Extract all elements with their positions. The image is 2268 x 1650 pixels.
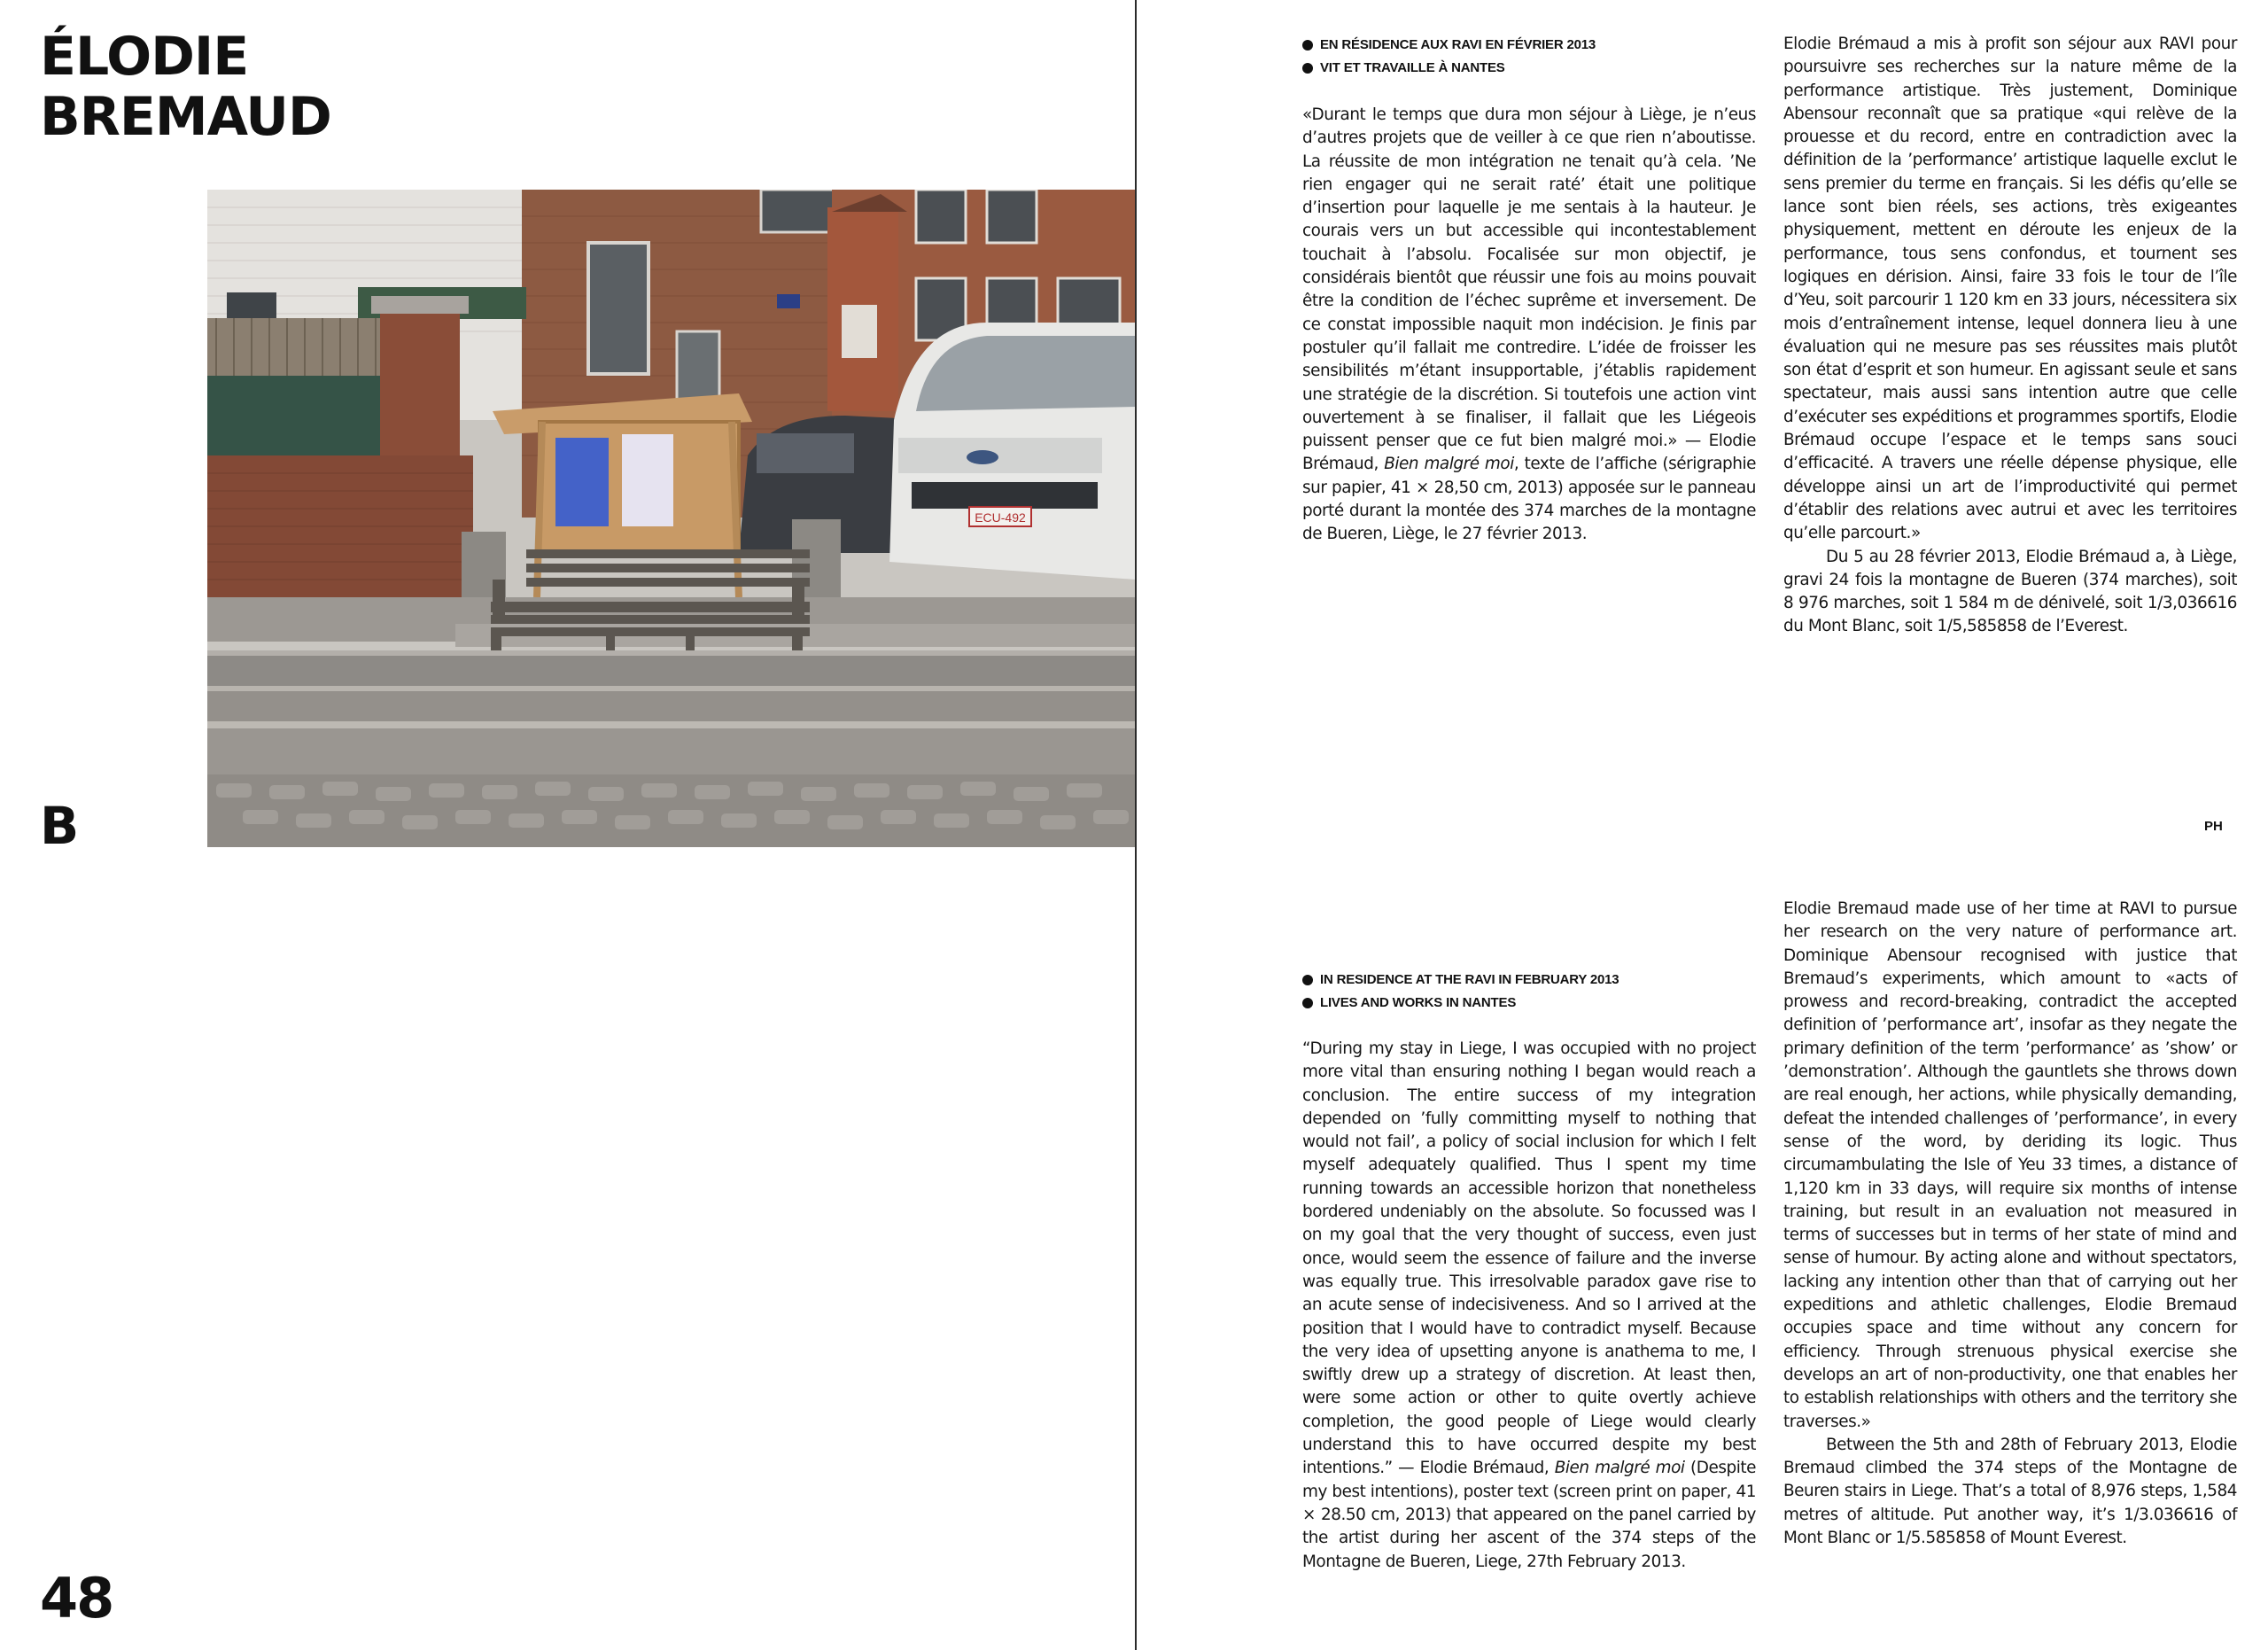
english-essay-paragraph-1: Elodie Bremaud made use of her time at RAVI to pursue her research on the very nature of performance art. Dominique Abensour recognised with justice that Bremaud’s experiments, which amount to «acts of prowess and record-breaking, contradict the accepted definition of ’performance art’, insofar as they negate the primary definition of the term ’performance’ as ’show’ or ’demonstration’. Although the gauntlets she throws down are real enough, her actions, while physically demanding, defeat the intended challenges of ’performance’, in every sense of the word, by deriding its logic. Thus circumambulating the Isle of Yeu 33 times, a distance of 1,120 km in 33 days, will require six months of intense training, but result in an evaluation not measured in terms of successes but in terms of her state of mind and sense of humour. By acting alone and without spectators, lacking any intention other than that of carrying out her expeditions and athletic challenges, Elodie Bremaud occupies space and time without any concern for efficiency. Through strenuous physical exercise she develops an art of non-productivity, one that enables her to establish relationships with others and the territory she traverses.» — [1783, 899, 2237, 1431]
english-meta-lives: LIVES AND WORKS IN NANTES — [1302, 992, 1763, 1015]
page-number: 48 — [40, 1566, 113, 1631]
french-essay-paragraph-2: Du 5 au 28 février 2013, Elodie Brémaud a, à Liège, gravi 24 fois la montagne de Bueren (374 marches), soit 8 976 marches, soit 1 584 m de dénivelé, soit 1/3,036616 du Mont Blanc, soit 1/5,585858 de l’Everest. — [1783, 547, 2237, 636]
french-quote-text: «Durant le temps que dura mon séjour à Liège, je n’eus d’autres projets que de veiller à ce que rien n’aboutisse. La réussite de mon intégration ne tenait qu’à cela. ’Ne rien engager qui ne serait raté’ était une politique d’insertion pour laquelle je me sentais à la hauteur. Je courais vers un but accessible qui incontestablement touchait à l’absolu. Focalisée sur mon objectif, je considérais bientôt que réussir une fois au moins pouvait être la condition de l’échec suprême et inversement. De ce constat impossible naquit mon indécision. Je finis par postuler qu’il fallait me contredire. L’idée de froisser les sensibilités m’étant insupportable, j’établis rapidement une stratégie de la discrétion. Si toutefois une action vint ouvertement à se finaliser, il fallait que les Liégeois puissent penser que ce fut bien malgré moi.» — Elodie Brémaud, — [1302, 105, 1756, 474]
french-quote — [1302, 104, 1756, 547]
page-gutter-divider — [1135, 0, 1137, 1650]
artist-last-name: BREMAUD — [40, 86, 331, 148]
english-quote-text: “During my stay in Liege, I was occupied with no project more vital than ensuring nothing I began would reach a conclusion. The entire success of my integration depended on ’fully committing myself to nothing that would not fail’, a policy of social inclusion for which I felt myself adequately qualified. Thus I spent my time running towards an accessible horizon that nonetheless bordered undeniably on the absolute. So focussed was I on my goal that the very thought of success, even just once, would seem the essence of failure and the inverse was equally true. This irresolvable paradox gave rise to an acute sense of indecisiveness. And so I arrived at the position that I would have to contradict myself. Because the very idea of upsetting anyone is anathema to me, I swiftly drew up a strategy of discretion. At least then, were some action or other to quite overtly achieve completion, the good people of Liege would clearly understand this to have occurred despite my best intentions.” — Elodie Brémaud, — [1302, 1039, 1756, 1478]
english-quote-column — [1302, 1038, 1756, 1574]
artist-name-heading — [40, 27, 331, 147]
english-essay-paragraph-2: Between the 5th and 28th of February 2013, Elodie Bremaud climbed the 374 steps of the Montagne de Beuren stairs in Liege. That’s a total of 8,976 steps, 1,584 metres of altitude. Put another way, it’s 1/3.036616 of Mont Blanc or 1/5.585858 of Mount Everest. — [1783, 1435, 2237, 1548]
artwork-photo — [207, 190, 1136, 847]
section-letter: B — [40, 796, 80, 856]
french-quote-caption: , texte de l’affiche (sérigraphie sur papier, 41 × 28,50 cm, 2013) apposée sur le panneau porté durant la montée des 374 marches de la montagne de Bueren, Liège, le 27 février 2013. — [1302, 455, 1756, 544]
french-essay-column — [1783, 33, 2237, 639]
artist-first-name: ÉLODIE — [40, 26, 249, 88]
english-essay-column — [1783, 898, 2237, 1550]
french-meta-list — [1302, 34, 1763, 80]
french-quote-column — [1302, 104, 1756, 547]
french-quote-title: Bien malgré moi — [1384, 455, 1514, 474]
french-meta-residence: EN RÉSIDENCE AUX RAVI EN FÉVRIER 2013 — [1302, 34, 1763, 57]
french-essay-paragraph-1: Elodie Brémaud a mis à profit son séjour aux RAVI pour poursuivre ses recherches sur la nature même de la performance artistique. Très justement, Dominique Abensour reconnaît que sa pratique «qui relève de la prouesse et du record, entre en contradiction avec la définition de la ’performance’ artistique laquelle exclut le sens premier du terme en français. Si les défis qu’elle se lance sont bien réels, ses actions, très exigeantes physiquement, mettent en déroute les enjeux de la performance, tous sens confondus, et tournent ses logiques en dérision. Ainsi, faire 33 fois le tour de l’île d’Yeu, soit parcourir 1 120 km en 33 jours, nécessitera six mois d’entraînement intense, lequel donnera lieu à une évaluation qui ne mesure pas ses réussites mais plutôt son état d’esprit et son humeur. En agissant seule et sans spectateur, mais aussi sans intention autre que celle d’exécuter ses expéditions et programmes sportifs, Elodie Brémaud occupe l’espace et le temps sans souci d’efficacité. A travers une réelle dépense physique, elle développe ainsi un art de l’improductivité qui permet d’établir des relations avec autrui et avec les territoires qu’elle parcourt.» — [1783, 35, 2237, 543]
english-meta-list — [1302, 969, 1763, 1015]
van-license-plate: ECU-492 — [975, 510, 1026, 525]
english-quote-caption: (Despite my best intentions), poster text (screen print on paper, 41 × 28.50 cm, 2013) that appeared on the panel carried by the artist during her ascent of the 374 steps of the Montagne de Bueren, Liege, 27th February 2013. — [1302, 1459, 1756, 1571]
english-quote — [1302, 1038, 1756, 1574]
author-initials: PH — [2204, 819, 2223, 834]
french-meta-lives: VIT ET TRAVAILLE À NANTES — [1302, 57, 1763, 80]
english-quote-title: Bien malgré moi — [1554, 1459, 1685, 1478]
english-meta-residence: IN RESIDENCE AT THE RAVI IN FEBRUARY 2013 — [1302, 969, 1763, 992]
